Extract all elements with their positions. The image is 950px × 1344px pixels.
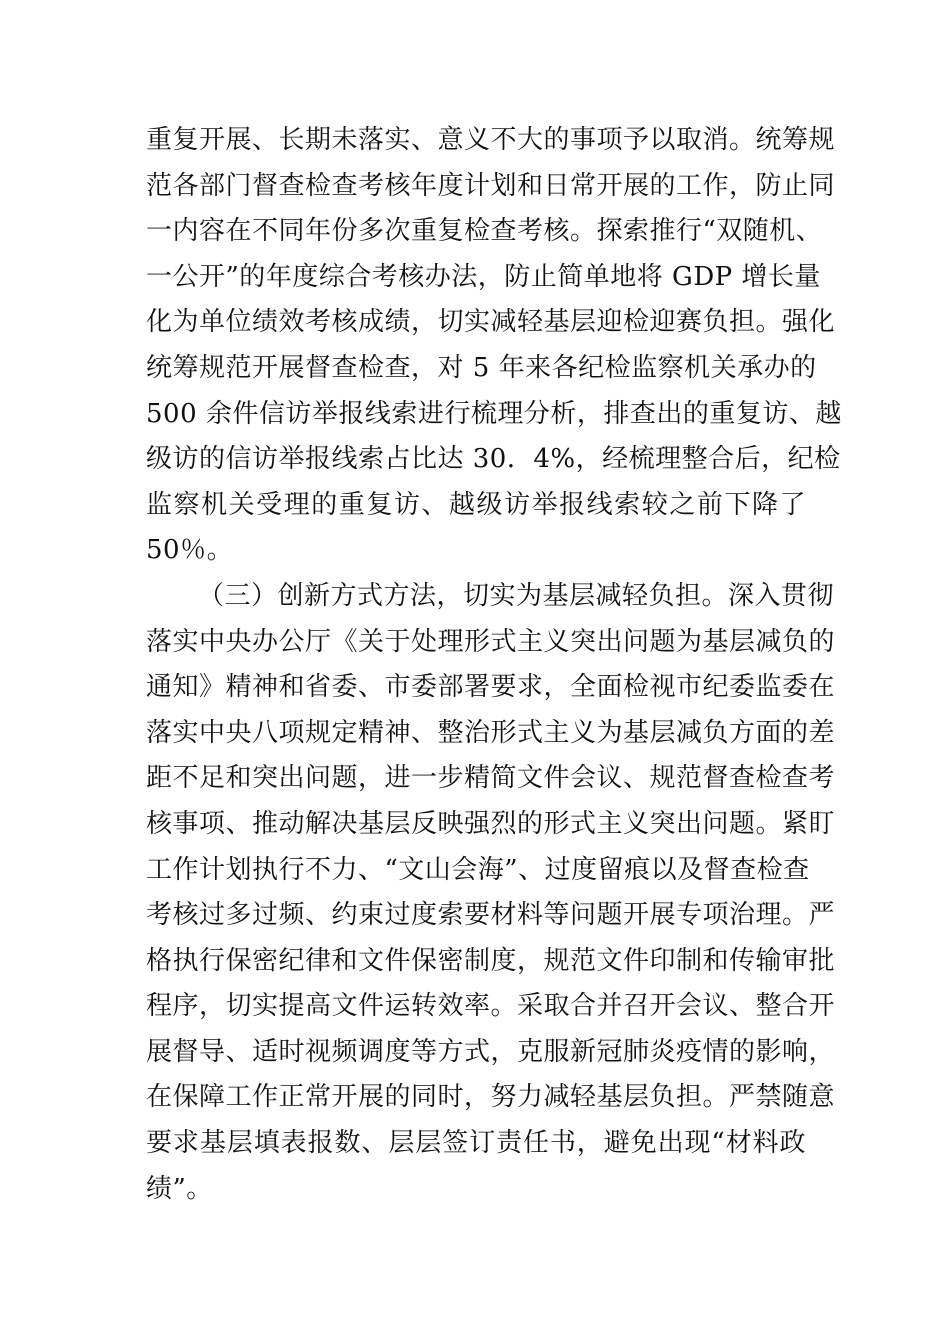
paragraph-line: 在保障工作正常开展的同时，努力减轻基层负担。严禁随意	[146, 1082, 836, 1113]
paragraph-line: （三）创新方式方法，切实为基层减轻负担。深入贯彻	[198, 580, 835, 611]
paragraph-2	[146, 574, 836, 1212]
paragraph-line: 核事项、推动解决基层反映强烈的形式主义突出问题。紧盯	[146, 808, 836, 839]
paragraph-line: 距不足和突出问题，进一步精简文件会议、规范督查检查考	[146, 763, 836, 794]
paragraph-line: 落实中央办公厅《关于处理形式主义突出问题为基层减负的	[146, 626, 836, 657]
paragraph-line: 落实中央八项规定精神、整治形式主义为基层减负方面的差	[146, 717, 836, 748]
paragraph-line: 通知》精神和省委、市委部署要求，全面检视市纪委监委在	[146, 672, 836, 703]
paragraph-line: 一内容在不同年份多次重复检查考核。探索推行“双随机、	[146, 216, 823, 247]
paragraph-1	[146, 118, 842, 574]
document-body	[146, 118, 842, 1212]
paragraph-line: 化为单位绩效考核成绩，切实减轻基层迎检迎赛负担。强化	[146, 307, 836, 338]
paragraph-line: 考核过多过频、约束过度索要材料等问题开展专项治理。严	[146, 900, 836, 931]
paragraph-line: 范各部门督查检查考核年度计划和日常开展的工作，防止同	[146, 170, 836, 201]
paragraph-line: 监察机关受理的重复访、越级访举报线索较之前下降了	[146, 489, 806, 520]
paragraph-line: 500 余件信访举报线索进行梳理分析，排查出的重复访、越	[146, 398, 842, 429]
paragraph-line: 展督导、适时视频调度等方式，克服新冠肺炎疫情的影响，	[146, 1036, 836, 1067]
paragraph-line: 50％。	[146, 535, 234, 566]
paragraph-line: 绩”。	[146, 1173, 213, 1204]
paragraph-line: 重复开展、长期未落实、意义不大的事项予以取消。统筹规	[146, 125, 836, 155]
paragraph-line: 格执行保密纪律和文件保密制度，规范文件印制和传输审批	[146, 945, 836, 976]
paragraph-line: 工作计划执行不力、“文山会海”、过度留痕以及督查检查	[146, 854, 810, 885]
paragraph-line: 要求基层填表报数、层层签订责任书，避免出现“材料政	[146, 1128, 806, 1159]
paragraph-line: 程序，切实提高文件运转效率。采取合并召开会议、整合开	[146, 991, 836, 1022]
paragraph-line: 一公开”的年度综合考核办法，防止简单地将 GDP 增长量	[146, 261, 821, 292]
paragraph-line: 统筹规范开展督查检查，对 5 年来各纪检监察机关承办的	[146, 352, 817, 383]
paragraph-line: 级访的信访举报线索占比达 30．4%，经梳理整合后，纪检	[146, 444, 841, 475]
